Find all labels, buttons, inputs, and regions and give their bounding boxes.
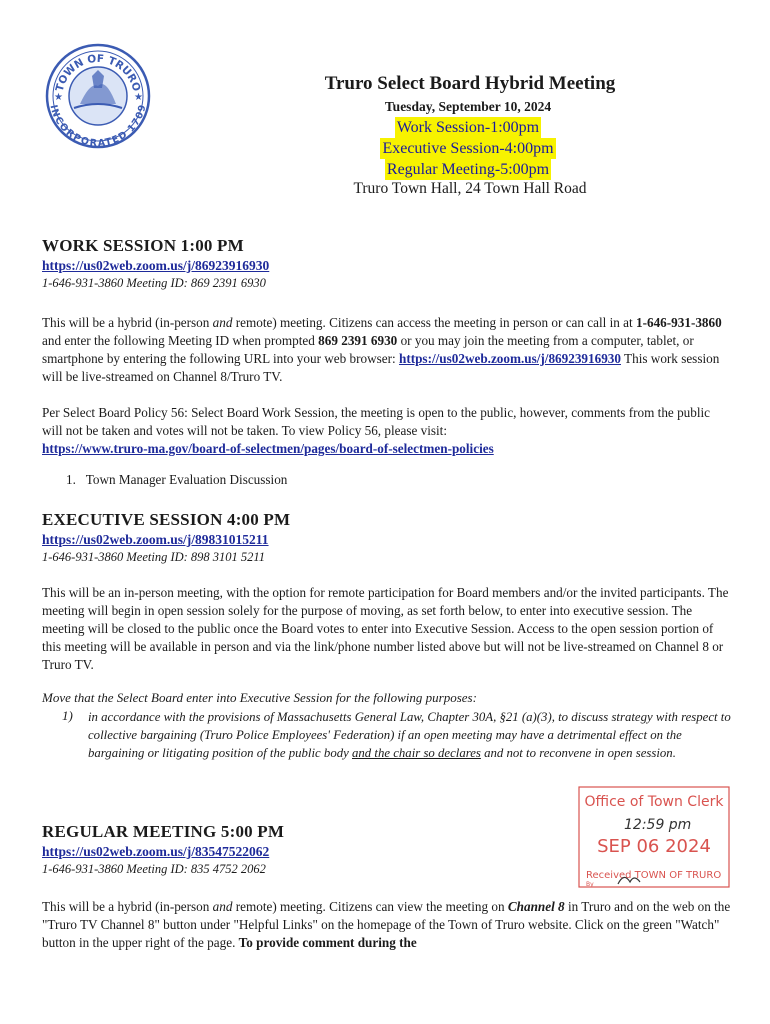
executive-purpose: in accordance with the provisions of Massachusetts General Law, Chapter 30A, §21 (a)(3), to discuss strategy with respect to collective bargaining (Truro Police Employees' Federation) if an open meeting may have a detrimental effect on the bargaining or litigating position of the public body and the chair so declares and not to reconvene in open session.	[88, 710, 731, 760]
stamp-office: Office of Town Clerk	[584, 794, 724, 810]
work-session-heading: WORK SESSION 1:00 PM	[42, 236, 244, 255]
regular-meeting-time: Regular Meeting-5:00pm	[386, 161, 550, 178]
seal-bottom-text: INCORPORATED 1709	[47, 103, 149, 150]
executive-session-paragraph: This will be an in-person meeting, with the option for remote participation for Board members and/or the invited participants. The meeting will begin in open session solely for the purpose of moving, as set forth below, to enter into executive session. The meeting will be closed to the public once the Board votes to enter into Executive Session. Access to the open session portion of this meeting will be available in person and via the link/phone number listed above but will not be live-streamed on Channel 8 or Truro TV.	[42, 585, 729, 672]
stamp-received: Received TOWN OF TRURO	[586, 870, 722, 881]
work-session-phone-id: 1-646-931-3860 Meeting ID: 869 2391 6930	[42, 276, 266, 290]
regular-meeting-phone-id: 1-646-931-3860 Meeting ID: 835 4752 2062	[42, 862, 266, 876]
stamp-date: SEP 06 2024	[597, 836, 711, 857]
policy-paragraph: Per Select Board Policy 56: Select Board Work Session, the meeting is open to the public, however, comments from the public will not be taken and votes will not be taken. To view Policy 56, please visit: https://www.truro-ma.gov/board-of-selectmen/pages/board-of-selectmen-policies	[42, 405, 711, 456]
work-session-paragraph: This will be a hybrid (in-person and remote) meeting. Citizens can access the meeting in person or can call in at 1-646-931-3860 and enter the following Meeting ID when prompted 869 2391 6930 or you may join the meeting from a computer, tablet, or smartphone by entering the following URL into your web browser: https://us02web.zoom.us/j/86923916930 This work session will be live-streamed on Channel 8/Truro TV.	[42, 315, 722, 384]
meeting-title: Truro Select Board Hybrid Meeting	[324, 73, 616, 94]
regular-meeting-paragraph: This will be a hybrid (in-person and remote) meeting. Citizens can view the meeting on Channel 8 in Truro and on the web on the "Truro TV Channel 8" button under "Helpful Links" on the homepage of the Town of Truro website. Click on the green "Watch" button in the upper right of the page. To provide comment during the	[42, 899, 731, 950]
executive-motion: Move that the Select Board enter into Executive Session for the following purposes:	[42, 690, 477, 705]
stamp-time: 12:59 pm	[624, 817, 692, 833]
executive-session-heading: EXECUTIVE SESSION 4:00 PM	[42, 510, 291, 529]
work-session-zoom-link[interactable]: https://us02web.zoom.us/j/86923916930	[42, 258, 270, 273]
policy-link[interactable]: https://www.truro-ma.gov/board-of-selectmen/pages/board-of-selectmen-policies	[42, 441, 494, 456]
meeting-location: Truro Town Hall, 24 Town Hall Road	[353, 180, 587, 197]
regular-meeting-zoom-link[interactable]: https://us02web.zoom.us/j/83547522062	[42, 844, 270, 859]
meeting-date: Tuesday, September 10, 2024	[384, 99, 552, 114]
seal-top-text: TOWN OF TRURO	[53, 52, 143, 93]
regular-meeting-heading: REGULAR MEETING 5:00 PM	[42, 822, 285, 841]
svg-text:★: ★	[134, 92, 143, 103]
executive-session-phone-id: 1-646-931-3860 Meeting ID: 898 3101 5211	[42, 550, 265, 564]
executive-session-zoom-link[interactable]: https://us02web.zoom.us/j/89831015211	[42, 532, 269, 547]
purpose-number: 1)	[62, 708, 73, 723]
received-stamp	[578, 786, 730, 888]
svg-text:★: ★	[54, 92, 63, 103]
executive-session-time: Executive Session-4:00pm	[382, 140, 554, 157]
stamp-by: By	[586, 881, 594, 888]
work-session-inline-link[interactable]: https://us02web.zoom.us/j/86923916930	[398, 351, 621, 366]
agenda-item-1: 1. Town Manager Evaluation Discussion	[66, 472, 288, 487]
work-session-time: Work Session-1:00pm	[396, 119, 540, 136]
